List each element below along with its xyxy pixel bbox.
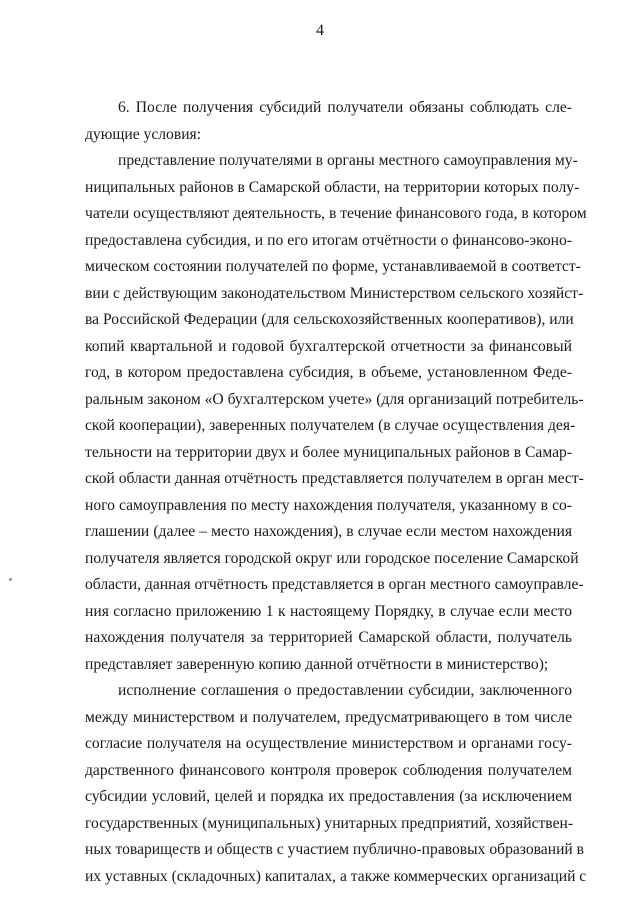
text-line: субсидии условий, целей и порядка их предоставления (за исключением	[85, 788, 572, 805]
text-line: ва Российской Федерации (для сельскохозяйственных кооперативов), или	[85, 311, 574, 328]
document-body	[85, 95, 587, 890]
scan-speck	[9, 578, 12, 581]
text-line: вии с действующим законодательством Министерством сельского хозяйст-	[85, 284, 584, 302]
text-line: получателя является городской округ или городское поселение Самарской	[85, 549, 579, 567]
text-line: их уставных (складочных) капиталах, а также коммерческих организаций с	[85, 867, 587, 885]
text-line: согласие получателя на осуществление министерством и органами госу-	[85, 735, 572, 752]
paragraph-agreement	[85, 678, 587, 890]
text-line: ных товариществ и обществ с участием публично-правовых образований в	[85, 841, 585, 858]
paragraph-reporting	[85, 148, 587, 678]
text-line: исполнение соглашения о предоставлении субсидии, заключенного	[118, 682, 572, 699]
text-line: государственных (муниципальных) унитарных предприятий, хозяйствен-	[85, 814, 574, 832]
text-line: дарственного финансового контроля проверок соблюдения получателем	[85, 761, 572, 779]
text-line: ниципальных районов в Самарской области, на территории которых полу-	[85, 178, 580, 196]
text-line: тельности на территории двух и более муниципальных районов в Самар-	[85, 443, 572, 461]
text-line: области, данная отчётность представляется в орган местного самоуправле-	[85, 576, 584, 593]
text-line: копий квартальной и годовой бухгалтерской отчетности за финансовый	[85, 337, 572, 355]
text-line: представление получателями в органы местного самоуправления му-	[118, 152, 578, 169]
text-line: ральным законом «О бухгалтерском учете» (для организаций потребитель-	[85, 390, 584, 408]
text-line: предоставлена субсидия, и по его итогам отчётности о финансово-эконо-	[85, 231, 572, 249]
text-line: чатели осуществляют деятельность, в течение финансового года, в котором	[85, 205, 587, 222]
page-number: 4	[316, 22, 324, 39]
text-line: ской области данная отчётность представляется получателем в орган мест-	[85, 470, 584, 487]
text-line: между министерством и получателем, предусматривающего в том числе	[85, 708, 572, 726]
text-line: нахождения получателя за территорией Самарской области, получатель	[85, 629, 572, 646]
text-line: ской кооперации), заверенных получателем (в случае осуществления дея-	[85, 417, 576, 434]
text-line: мическом состоянии получателей по форме, устанавливаемой в соответст-	[85, 258, 581, 275]
text-line: ния согласно приложению 1 к настоящему Порядку, в случае если место	[85, 602, 572, 620]
text-line: 6. После получения субсидий получатели обязаны соблюдать сле-	[118, 99, 572, 116]
text-line: год, в котором предоставлена субсидия, в объеме, установленном Феде-	[85, 364, 572, 381]
text-line: ного самоуправления по месту нахождения получателя, указанному в со-	[85, 496, 572, 514]
text-line: глашении (далее – место нахождения), в случае если местом нахождения	[85, 523, 572, 540]
text-line: представляет заверенную копию данной отчётности в министерство);	[85, 655, 549, 673]
paragraph-6	[85, 95, 572, 148]
text-line: дующие условия:	[85, 125, 202, 143]
